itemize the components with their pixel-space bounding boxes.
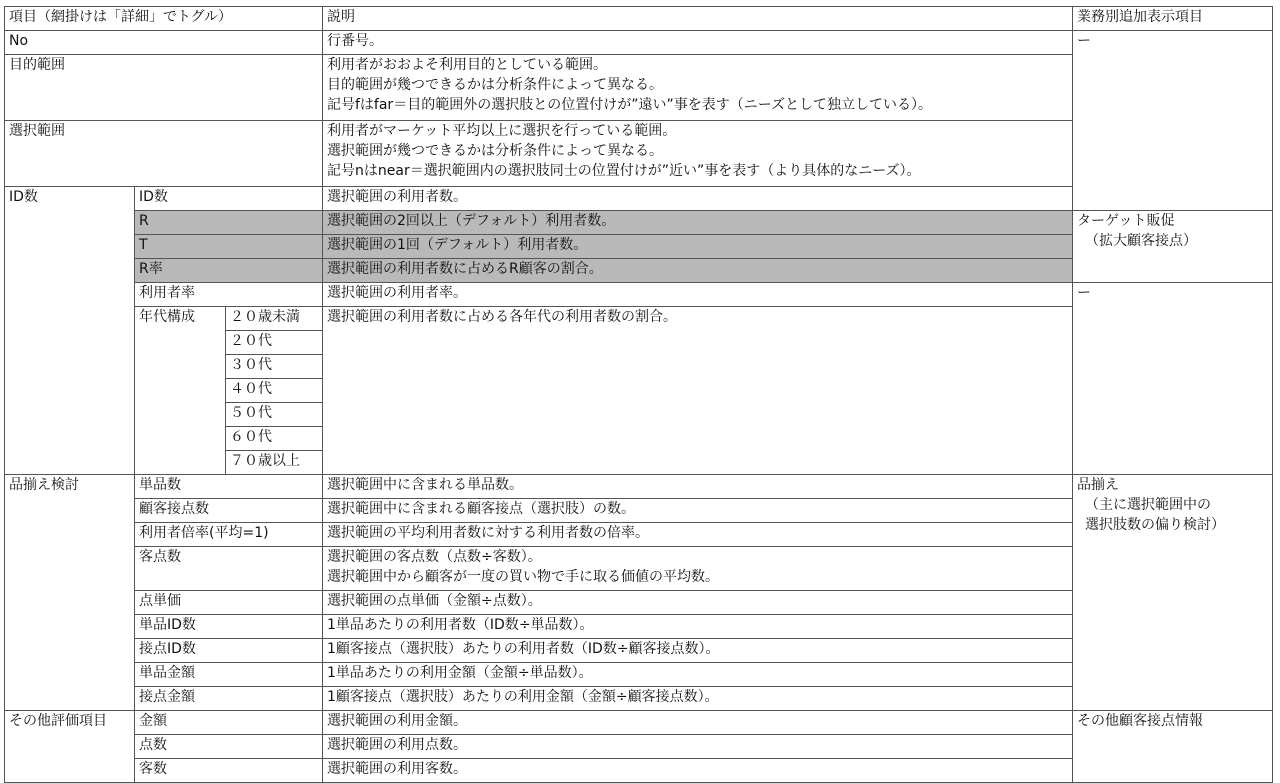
extra-line: （主に選択範囲中の [1085, 497, 1211, 513]
row-no-desc: 行番号。 [323, 31, 1073, 55]
age-bracket: ２０歳未満 [226, 307, 323, 331]
extra-line: ターゲット販促 [1077, 213, 1175, 229]
row-assortment-label: 品揃え検討 [5, 475, 135, 711]
row-other-label: その他評価項目 [5, 711, 135, 783]
other-item-desc: 選択範囲の利用客数。 [323, 759, 1073, 783]
desc-line: 記号nはnear＝選択範囲内の選択肢同士の位置付けが”近い”事を表す（より具体的なニーズ）。 [327, 163, 921, 179]
extra-dash-1: ー [1073, 31, 1273, 211]
assortment-item-label: 客点数 [135, 547, 323, 591]
age-bracket: ２０代 [226, 331, 323, 355]
assortment-item-desc: 選択範囲中に含まれる顧客接点（選択肢）の数。 [323, 499, 1073, 523]
row-selection-label: 選択範囲 [5, 121, 323, 187]
row-selection-desc [323, 121, 1073, 187]
row-t-desc: 選択範囲の1回（デフォルト）利用者数。 [323, 235, 1073, 259]
age-bracket: ３０代 [226, 355, 323, 379]
assortment-item-desc: 1顧客接点（選択肢）あたりの利用金額（金額÷顧客接点数）。 [323, 687, 1073, 711]
extra-line: 品揃え [1077, 477, 1119, 493]
row-purpose-desc [323, 55, 1073, 121]
row-id-count-desc: 選択範囲の利用者数。 [323, 187, 1073, 211]
row-r-label: R [135, 211, 323, 235]
row-user-rate-label: 利用者率 [135, 283, 323, 307]
spec-table [4, 6, 1273, 783]
other-item-desc: 選択範囲の利用点数。 [323, 735, 1073, 759]
desc-line: 記号fはfar＝目的範囲外の選択肢との位置付けが”遠い”事を表す（ニーズとして独立している）。 [327, 97, 932, 113]
assortment-item-label: 点単価 [135, 591, 323, 615]
desc-line: 目的範囲が幾つできるかは分析条件によって異なる。 [327, 77, 663, 93]
age-bracket: ６０代 [226, 427, 323, 451]
extra-line: （拡大顧客接点） [1085, 233, 1197, 249]
desc-line: 利用者がマーケット平均以上に選択を行っている範囲。 [327, 123, 677, 139]
row-age-desc: 選択範囲の利用者数に占める各年代の利用者数の割合。 [323, 307, 1073, 475]
age-bracket: ７０歳以上 [226, 451, 323, 475]
assortment-item-desc: 選択範囲の平均利用者数に対する利用者数の倍率。 [323, 523, 1073, 547]
row-r-rate-desc: 選択範囲の利用者数に占めるR顧客の割合。 [323, 259, 1073, 283]
age-bracket: ４０代 [226, 379, 323, 403]
row-age-label: 年代構成 [135, 307, 226, 475]
row-t-label: T [135, 235, 323, 259]
assortment-item-label: 単品ID数 [135, 615, 323, 639]
age-bracket: ５０代 [226, 403, 323, 427]
assortment-item-label: 利用者倍率(平均=1) [135, 523, 323, 547]
desc-line: 選択範囲の客点数（点数÷客数）。 [327, 549, 542, 565]
header-extra: 業務別追加表示項目 [1073, 7, 1273, 31]
extra-assortment [1073, 475, 1273, 711]
row-user-rate-desc: 選択範囲の利用者率。 [323, 283, 1073, 307]
other-item-label: 点数 [135, 735, 323, 759]
assortment-item-desc: 選択範囲中に含まれる単品数。 [323, 475, 1073, 499]
row-id-group-label: ID数 [5, 187, 135, 475]
other-item-label: 金額 [135, 711, 323, 735]
header-description: 説明 [323, 7, 1073, 31]
extra-line: 選択肢数の偏り検討） [1085, 517, 1225, 533]
extra-target [1073, 211, 1273, 283]
desc-line: 選択範囲中から顧客が一度の買い物で手に取る価値の平均数。 [327, 569, 719, 585]
header-item: 項目（網掛けは「詳細」でトグル） [5, 7, 323, 31]
assortment-item-desc: 1顧客接点（選択肢）あたりの利用者数（ID数÷顧客接点数）。 [323, 639, 1073, 663]
row-r-rate-label: R率 [135, 259, 323, 283]
extra-other: その他顧客接点情報 [1073, 711, 1273, 783]
assortment-item-desc: 1単品あたりの利用金額（金額÷単品数）。 [323, 663, 1073, 687]
row-no-label: No [5, 31, 323, 55]
assortment-item-desc [323, 547, 1073, 591]
assortment-item-label: 顧客接点数 [135, 499, 323, 523]
row-id-count-label: ID数 [135, 187, 323, 211]
desc-line: 利用者がおおよそ利用目的としている範囲。 [327, 57, 607, 73]
row-r-desc: 選択範囲の2回以上（デフォルト）利用者数。 [323, 211, 1073, 235]
other-item-desc: 選択範囲の利用金額。 [323, 711, 1073, 735]
extra-dash-2: ー [1073, 283, 1273, 475]
row-purpose-label: 目的範囲 [5, 55, 323, 121]
assortment-item-desc: 選択範囲の点単価（金額÷点数）。 [323, 591, 1073, 615]
assortment-item-label: 単品金額 [135, 663, 323, 687]
assortment-item-label: 単品数 [135, 475, 323, 499]
assortment-item-desc: 1単品あたりの利用者数（ID数÷単品数）。 [323, 615, 1073, 639]
other-item-label: 客数 [135, 759, 323, 783]
assortment-item-label: 接点金額 [135, 687, 323, 711]
desc-line: 選択範囲が幾つできるかは分析条件によって異なる。 [327, 143, 663, 159]
assortment-item-label: 接点ID数 [135, 639, 323, 663]
